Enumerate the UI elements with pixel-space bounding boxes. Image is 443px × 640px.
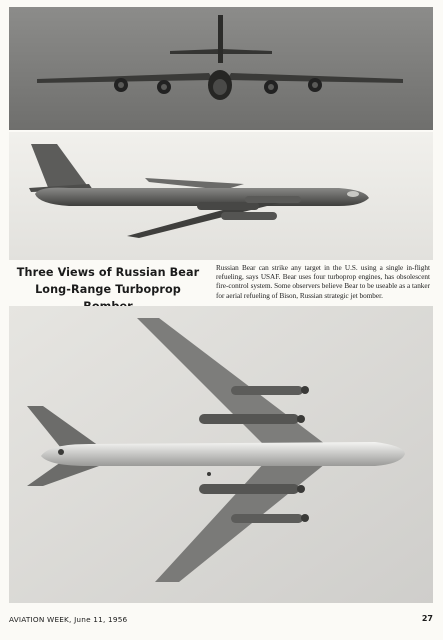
headline-line-1: Three Views of Russian Bear <box>16 266 200 279</box>
photo-caption: Russian Bear can strike any target in the U.S. using a single in-flight refueling, says USAF. Bear uses four turboprop engines, has obsolescent fire-control system. Some observers believe Bear to be useable as a tanker for aerial refueling of Bison, Russian strategic jet bomber. <box>216 264 430 300</box>
publication-footer: AVIATION WEEK, June 11, 1956 <box>9 615 128 624</box>
page-number: 27 <box>421 614 433 623</box>
headline-line-2: Long-Range Turboprop <box>35 283 181 296</box>
photo-underside-view <box>9 306 433 603</box>
photo-side-view <box>9 132 433 260</box>
photo-front-view <box>9 7 433 130</box>
